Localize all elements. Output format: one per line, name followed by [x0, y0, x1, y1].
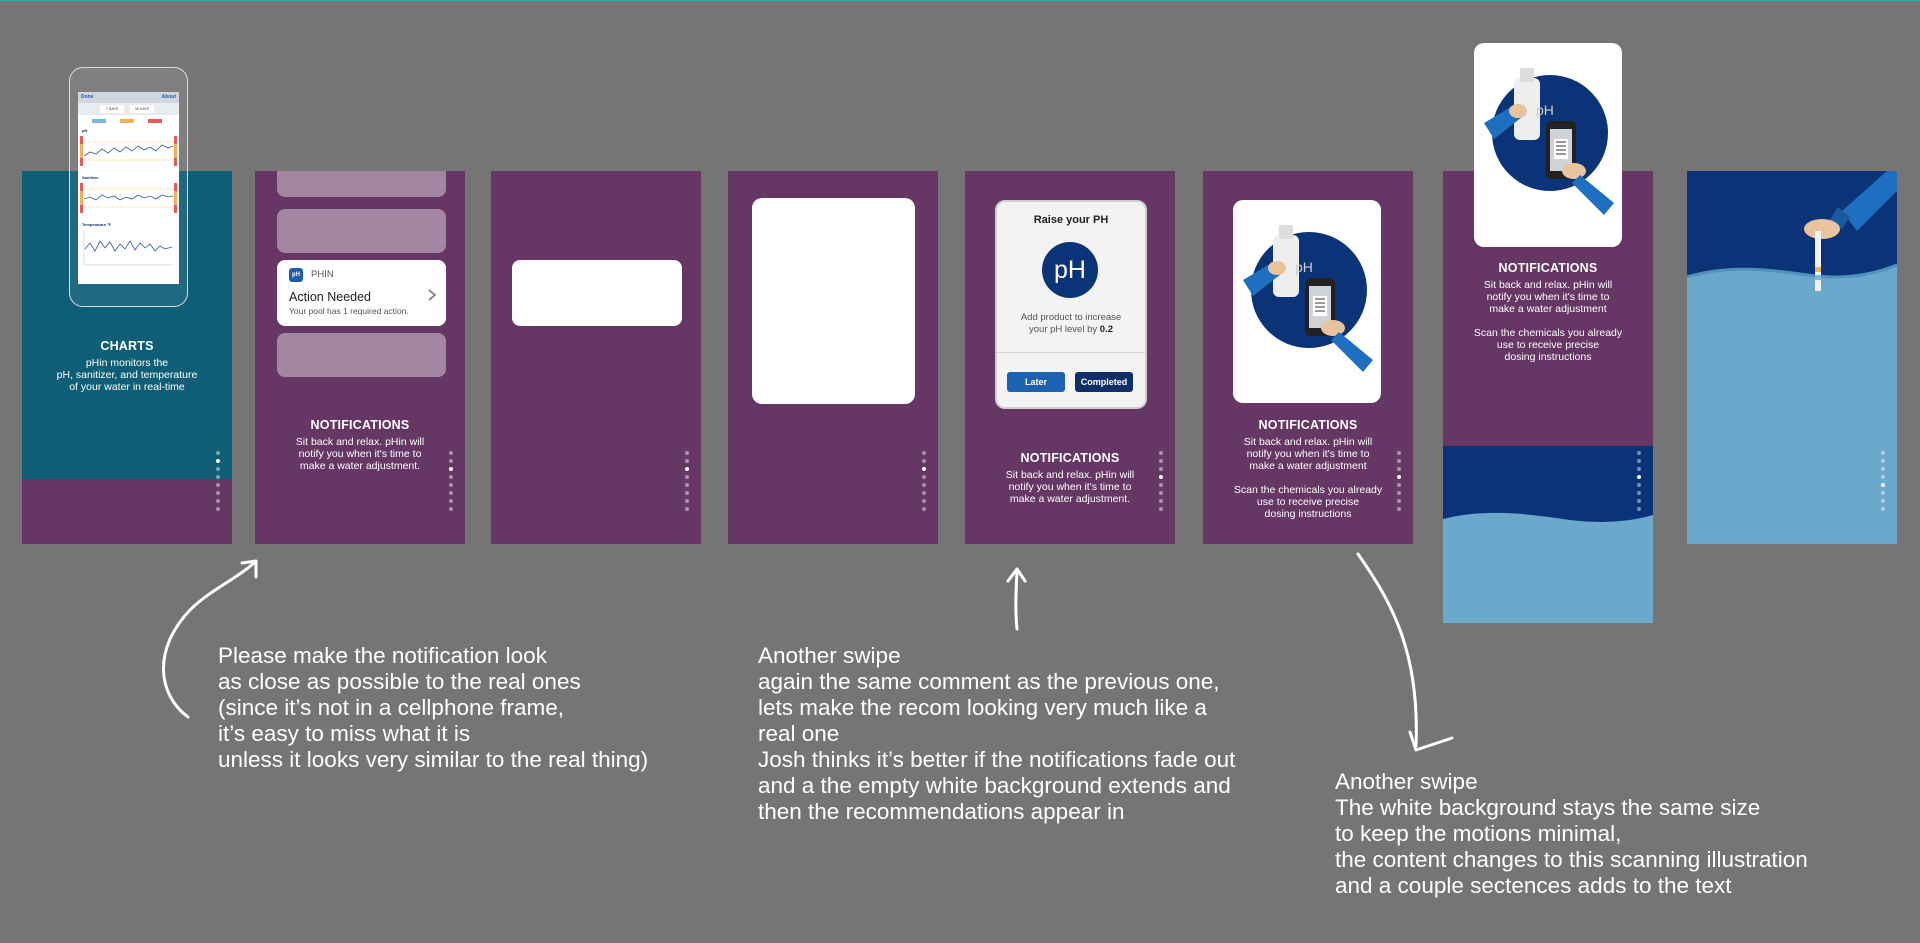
annotation-note-1: Please make the notification look as close as possible to the real ones (since it’s not in a cellphone frame, it’s easy to miss what it is unless it looks very similar to the real thing): [218, 643, 649, 772]
notification-card[interactable]: [277, 260, 446, 326]
slide-title: CHARTS: [100, 339, 154, 353]
slide-notifications-1: [255, 171, 465, 544]
tab-30-days[interactable]: 30 DAYS: [130, 105, 154, 113]
app-name: PHIN: [311, 269, 334, 280]
annotation-note-2: Another swipe again the same comment as the previous one, lets make the recom looking very much like a real one Josh thinks it’s better if the notifications fade out and a the empty white background extends and then the recommendations appear in: [758, 643, 1236, 824]
slide-water: [1687, 171, 1897, 544]
slide-body: Sit back and relax. pHin will notify you when it's time to make a water adjustment.: [1005, 469, 1135, 505]
svg-text:pH: pH: [1295, 259, 1313, 275]
slide-title: NOTIFICATIONS: [310, 418, 410, 432]
recommendation-card: [995, 200, 1147, 409]
hand-test-strip-illustration: [1782, 171, 1897, 311]
ph-badge-icon: pH: [1042, 242, 1098, 298]
divider: [997, 352, 1145, 353]
slide-transition-2: [728, 171, 938, 544]
slide-scanning: [1203, 171, 1413, 544]
scan-card-raised: [1474, 43, 1622, 247]
slide-title: NOTIFICATIONS: [1498, 261, 1598, 275]
notification-placeholder: [277, 209, 446, 253]
notification-placeholder: [277, 171, 446, 197]
scanning-illustration: [1233, 200, 1381, 403]
completed-button[interactable]: Completed: [1075, 372, 1133, 392]
about-link[interactable]: About: [161, 94, 176, 100]
back-link[interactable]: Done: [81, 94, 94, 100]
page-indicator: [449, 451, 454, 511]
slide-transition-1: [491, 171, 701, 544]
page-indicator: [216, 451, 221, 511]
app-icon: pH: [289, 268, 303, 282]
recommendation-text: Add product to increase your pH level by: [1020, 312, 1122, 335]
page-indicator: [1881, 451, 1886, 511]
notification-card-blank: [512, 260, 682, 326]
scanning-illustration: [1474, 43, 1622, 247]
chart-temperature-label: Temperature °F: [82, 222, 112, 227]
svg-text:pH: pH: [1536, 102, 1554, 118]
notification-heading: Action Needed: [289, 290, 372, 304]
slide-body: Sit back and relax. pHin will notify you when it's time to make a water adjustment Scan the chemicals you already use to receive precise dosing instructions: [1233, 436, 1383, 520]
page-indicator: [1637, 451, 1642, 511]
water-surface: [1443, 509, 1653, 623]
slide-title: NOTIFICATIONS: [1258, 418, 1358, 432]
slide-body: Sit back and relax. pHin will notify you when it's time to make a water adjustment.: [295, 436, 425, 472]
canvas-top-border: [0, 0, 1920, 1]
scan-card: [1233, 200, 1381, 403]
slide-body: Sit back and relax. pHin will notify you when it's time to make a water adjustment Scan the chemicals you already use to receive precise dosing instructions: [1473, 279, 1623, 363]
notification-placeholder: [277, 333, 446, 377]
chart-sanitizer-label: Sanitizer: [82, 175, 99, 180]
later-button[interactable]: Later: [1007, 372, 1065, 392]
page-indicator: [1397, 451, 1402, 511]
recommendation-card-blank: [752, 198, 915, 404]
page-indicator: [1159, 451, 1164, 511]
sanitizer-line-chart: [80, 181, 177, 217]
annotation-note-3: Another swipe The white background stays the same size to keep the motions minimal, the content changes to this scanning illustration and a couple sectences adds to the text: [1335, 769, 1808, 898]
short-arrow-up: [1003, 565, 1033, 635]
page-indicator: [685, 451, 690, 511]
curved-arrow-down: [1350, 550, 1460, 760]
phone-frame: [69, 67, 188, 307]
phone-screen: [78, 92, 179, 284]
tab-7-days[interactable]: 7 DAYS: [100, 105, 124, 113]
recommendation-amount: 0.2: [1099, 324, 1113, 335]
ph-line-chart: [80, 134, 177, 170]
legend: [84, 119, 174, 124]
chevron-right-icon: [427, 288, 437, 302]
page-indicator: [922, 451, 927, 511]
notification-message: Your pool has 1 required action.: [289, 306, 409, 316]
temperature-line-chart: [80, 229, 177, 269]
slide-recommendation: [965, 171, 1175, 544]
slide-body: pHin monitors the pH, sanitizer, and temperature of your water in real-time: [56, 357, 198, 393]
recommendation-heading: Raise your PH: [1033, 214, 1109, 226]
chart-ph-label: pH: [82, 128, 88, 133]
slide-title: NOTIFICATIONS: [1020, 451, 1120, 465]
